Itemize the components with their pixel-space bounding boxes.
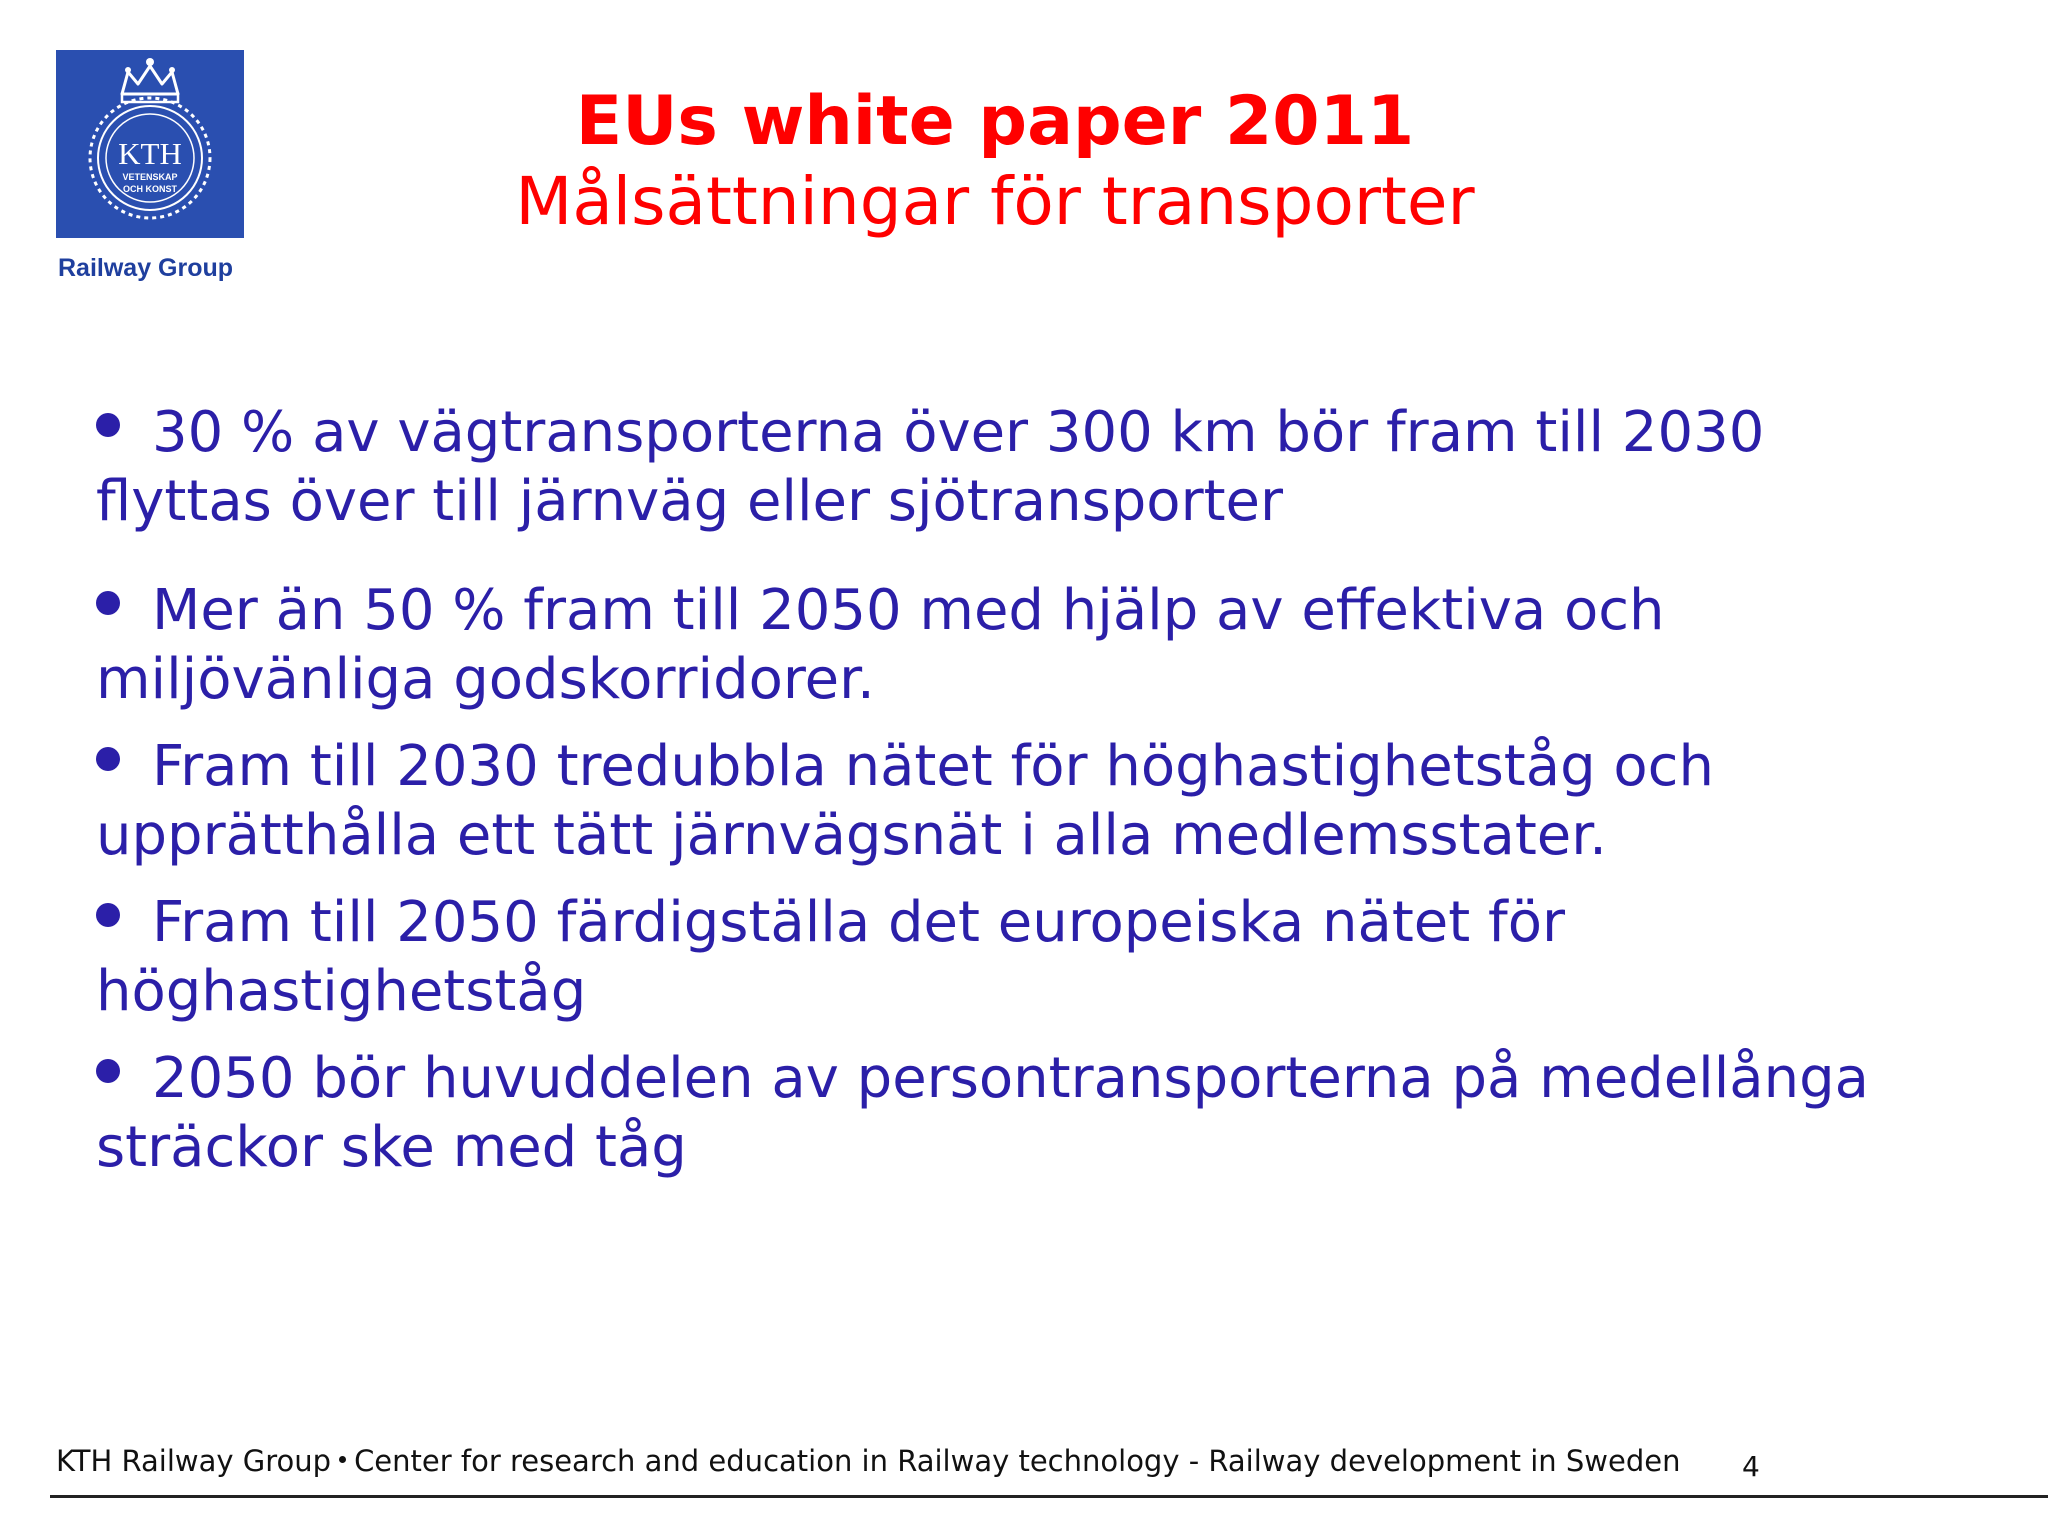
bullet-item xyxy=(96,888,1996,1026)
bullet-line: flyttas över till järnväg eller sjötransporter xyxy=(96,469,1284,534)
footer-separator-dot-icon xyxy=(339,1456,346,1463)
logo-motto-line2: OCH KONST xyxy=(123,184,177,194)
bullet-line: höghastighetståg xyxy=(96,959,587,1024)
footer-text xyxy=(56,1444,1680,1478)
bullet-dot-icon xyxy=(96,413,120,437)
bullet-item xyxy=(96,732,1996,870)
bullet-dot-icon xyxy=(96,1059,120,1083)
logo-motto-line1: VETENSKAP xyxy=(122,172,178,182)
bullet-line: sträckor ske med tåg xyxy=(96,1115,687,1180)
bullet-line: 2050 bör huvuddelen av persontransporterna på medellånga xyxy=(152,1046,1869,1111)
bullet-list xyxy=(96,398,1996,1182)
title-subtitle: Målsättningar för transporter xyxy=(515,163,1475,240)
footer-left: KTH Railway Group xyxy=(56,1444,332,1478)
title-main: EUs white paper 2011 xyxy=(575,82,1415,161)
bullet-line: Mer än 50 % fram till 2050 med hjälp av effektiva och xyxy=(152,578,1665,643)
bullet-item xyxy=(96,1044,1996,1182)
kth-crest-icon xyxy=(56,50,244,238)
bullet-line: upprätthålla ett tätt järnvägsnät i alla medlemsstater. xyxy=(96,803,1607,868)
slide-title xyxy=(380,82,1610,242)
bullet-dot-icon xyxy=(96,591,120,615)
bullet-line: miljövänliga godskorridorer. xyxy=(96,647,875,712)
bullet-item xyxy=(96,398,1996,536)
bullet-line: 30 % av vägtransporterna över 300 km bör fram till 2030 xyxy=(152,400,1765,465)
logo-kth-text: KTH xyxy=(118,136,182,171)
logo-caption: Railway Group xyxy=(58,254,234,282)
bullet-item xyxy=(96,576,1996,714)
kth-logo xyxy=(56,50,244,238)
bullet-line: Fram till 2050 färdigställa det europeiska nätet för xyxy=(152,890,1566,955)
footer-right: Center for research and education in Railway technology - Railway development in Sweden xyxy=(354,1444,1681,1478)
bullet-dot-icon xyxy=(96,903,120,927)
bullet-dot-icon xyxy=(96,747,120,771)
page-number: 4 xyxy=(1742,1450,1760,1483)
bullet-line: Fram till 2030 tredubbla nätet för höghastighetståg och xyxy=(152,734,1714,799)
footer-divider xyxy=(50,1495,2048,1498)
